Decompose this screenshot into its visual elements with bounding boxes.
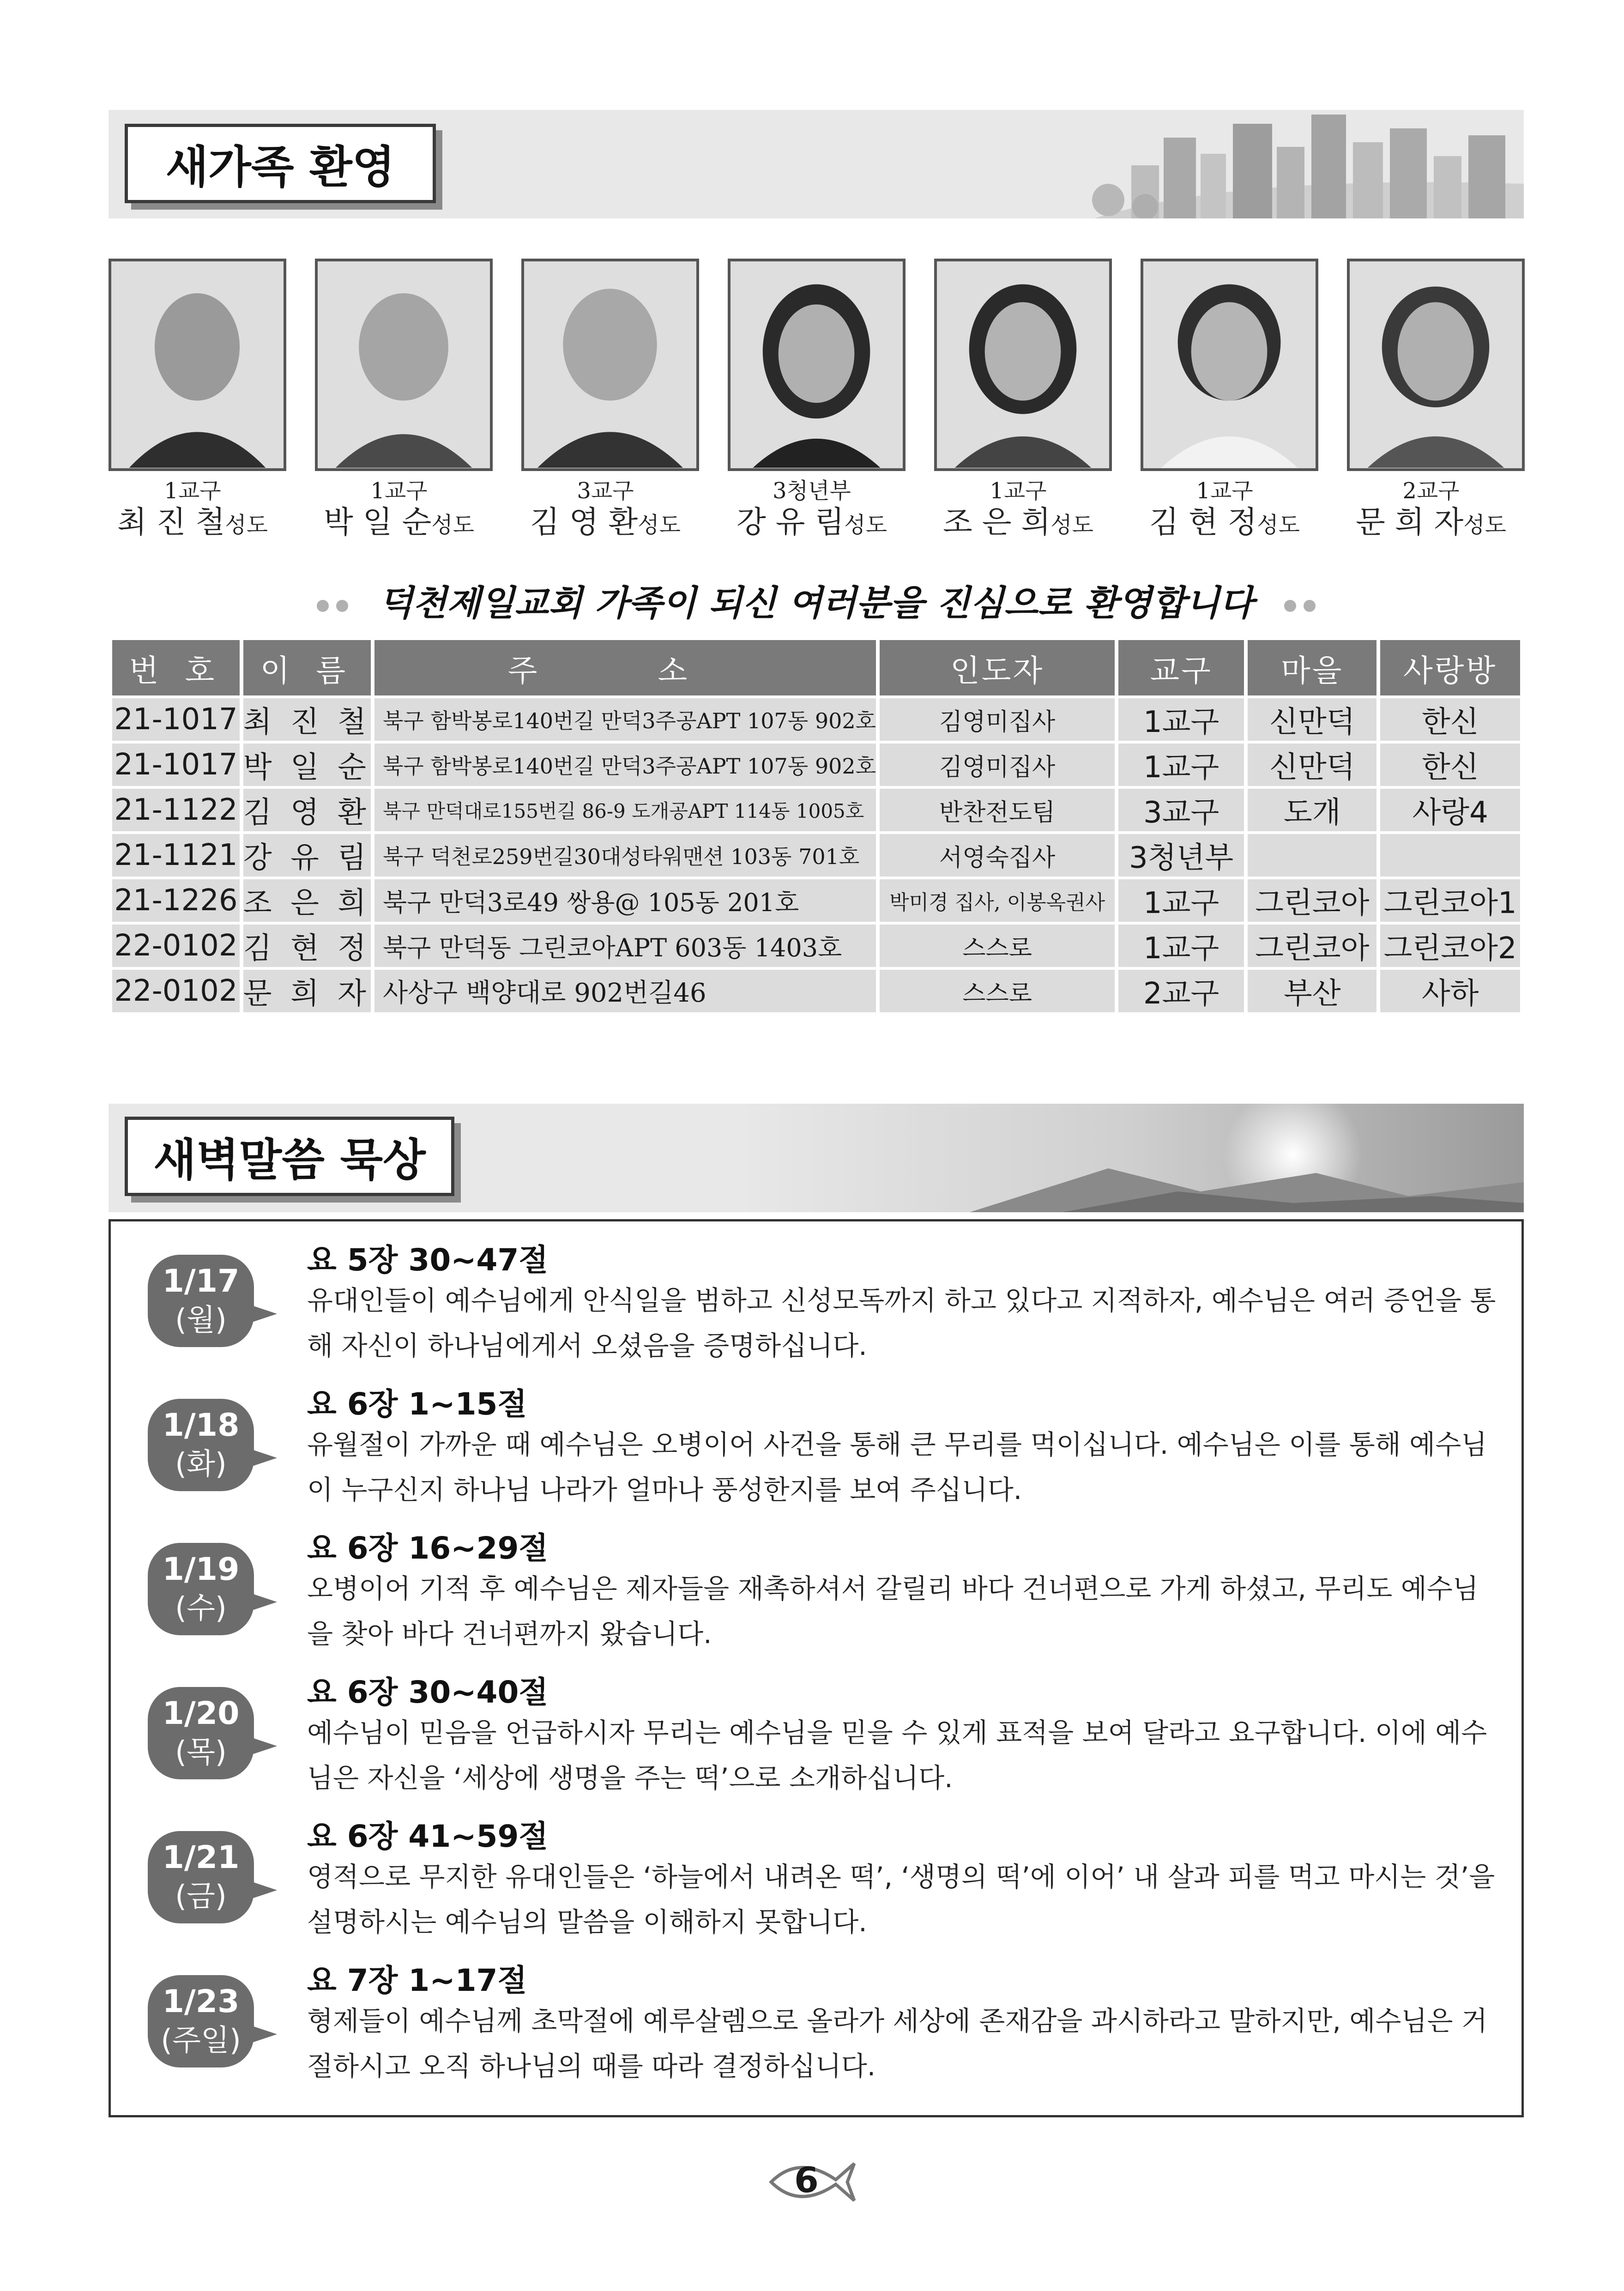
table-row (112, 970, 1520, 1012)
meditation-text: 유대인들이 예수님에게 안식일을 범하고 신성모독까지 하고 있다고 지적하자, 예수님은 여러 증언을 통해 자신이 하나님에게서 오셨음을 증명하십니다. (307, 1285, 1496, 1361)
cell-group: 사랑4 (1380, 789, 1520, 831)
date-badge (148, 1255, 254, 1347)
day-text: (주일) (161, 2024, 241, 2058)
member-title: 성도 (1050, 512, 1093, 538)
header-name: 이 름 (243, 640, 371, 695)
cell-name: 강 유 림 (243, 834, 371, 877)
welcome-title-text: 새가족 환영 (165, 141, 395, 193)
cell-district: 1교구 (1118, 879, 1244, 922)
member-photo (109, 259, 286, 471)
cell-address: 북구 함박봉로140번길 만덕3주공APT 107동 902호 (374, 744, 876, 786)
scripture-reference: 요 7장 1~17절 (307, 1963, 527, 1998)
date-badge (148, 1975, 254, 2067)
member-caption (91, 478, 294, 544)
member-title: 성도 (638, 512, 681, 538)
date-text: 1/19 (162, 1551, 240, 1588)
cell-guide: 서영숙집사 (880, 834, 1115, 877)
member-photo (1141, 259, 1318, 471)
cell-district: 3교구 (1118, 789, 1244, 831)
member-caption (710, 478, 913, 544)
member-name: 최 진 철 (117, 504, 225, 540)
date-text: 1/17 (162, 1263, 240, 1300)
header-guide: 인도자 (880, 640, 1115, 695)
meditation-text: 유월절이 가까운 때 예수님은 오병이어 사건을 통해 큰 무리를 먹이십니다. 예수님은 이를 통해 예수님이 누구신지 하나님 나라가 얼마나 풍성한지를 보여 주십니다. (307, 1429, 1487, 1505)
member-name: 김 영 환 (530, 504, 638, 540)
page-number (767, 2152, 859, 2212)
cell-village: 신만덕 (1248, 744, 1376, 786)
date-badge (148, 1543, 254, 1635)
meditation-text: 영적으로 무지한 유대인들은 ‘하늘에서 내려온 떡’, ‘생명의 떡’에 이어’ 내 살과 피를 먹고 마시는 것’을 설명하시는 예수님의 말씀을 이해하지 못합니다. (307, 1861, 1495, 1938)
meditation-entry (111, 1235, 1524, 1379)
date-text: 1/23 (162, 1983, 240, 2020)
cell-address: 북구 만덕대로155번길 86-9 도개공APT 114동 1005호 (374, 789, 876, 831)
table-row (112, 744, 1520, 786)
welcome-message (109, 575, 1524, 625)
member-caption (504, 478, 707, 544)
member-photo (728, 259, 906, 471)
date-badge (148, 1399, 254, 1491)
header-address: 주 소 (374, 640, 876, 695)
decor-dot (317, 600, 329, 612)
member-group: 1교구 (164, 478, 221, 504)
date-text: 1/20 (162, 1695, 240, 1732)
cell-guide: 스스로 (880, 970, 1115, 1012)
member-name: 문 희 자 (1356, 504, 1464, 540)
badge-pointer (249, 2025, 277, 2043)
cell-address: 북구 덕천로259번길30대성타워맨션 103동 701호 (374, 834, 876, 877)
member-title: 성도 (431, 512, 474, 538)
day-text: (목) (175, 1735, 227, 1770)
cell-number: 22-0102 (112, 925, 240, 967)
scripture-reference: 요 6장 16~29절 (307, 1530, 549, 1566)
cell-name: 최 진 철 (243, 698, 371, 741)
member-title: 성도 (1463, 512, 1506, 538)
day-text: (월) (175, 1303, 227, 1337)
cell-guide: 김영미집사 (880, 744, 1115, 786)
cell-name: 박 일 순 (243, 744, 371, 786)
decor-dot (336, 600, 348, 612)
date-text: 1/21 (162, 1839, 240, 1876)
cell-address: 사상구 백양대로 902번길46 (374, 970, 876, 1012)
meditation-entry (111, 1812, 1524, 1956)
day-text: (화) (175, 1447, 227, 1481)
day-text: (수) (175, 1591, 227, 1626)
city-illustration (1039, 110, 1524, 218)
cell-number: 22-0102 (112, 970, 240, 1012)
meditation-entry (111, 1523, 1524, 1668)
table-row (112, 834, 1520, 877)
cell-group (1380, 834, 1520, 877)
cell-guide: 반찬전도팀 (880, 789, 1115, 831)
header-village: 마을 (1248, 640, 1376, 695)
member-name: 조 은 희 (943, 504, 1051, 540)
welcome-message-text: 덕천제일교회 가족이 되신 여러분을 진심으로 환영합니다 (379, 582, 1254, 623)
meditation-entry (111, 1668, 1524, 1812)
cell-number: 21-1121 (112, 834, 240, 877)
member-title: 성도 (225, 512, 268, 538)
member-photo (315, 259, 493, 471)
member-photo (934, 259, 1112, 471)
scripture-reference: 요 6장 1~15절 (307, 1386, 527, 1422)
table-row (112, 789, 1520, 831)
member-caption (297, 478, 501, 544)
cell-address: 북구 만덕동 그린코아APT 603동 1403호 (374, 925, 876, 967)
cell-address: 북구 함박봉로140번길 만덕3주공APT 107동 902호 (374, 698, 876, 741)
member-title: 성도 (1257, 512, 1300, 538)
table-header-row (112, 640, 1520, 695)
welcome-section-title (125, 124, 436, 203)
member-caption (1123, 478, 1326, 544)
page-number-text: 6 (794, 2159, 819, 2200)
member-photo (521, 259, 699, 471)
member-photo (1347, 259, 1525, 471)
member-group: 3교구 (577, 478, 634, 504)
cell-number: 21-1122 (112, 789, 240, 831)
cell-group: 그린코아2 (1380, 925, 1520, 967)
table-row (112, 879, 1520, 922)
member-group: 1교구 (990, 478, 1047, 504)
meditation-text: 예수님이 믿음을 언급하시자 무리는 예수님을 믿을 수 있게 표적을 보여 달라고 요구합니다. 이에 예수님은 자신을 ‘세상에 생명을 주는 떡’으로 소개하십니다. (307, 1717, 1487, 1794)
date-badge (148, 1687, 254, 1779)
badge-pointer (249, 1881, 277, 1899)
meditation-box (109, 1219, 1524, 2117)
member-name: 박 일 순 (324, 504, 432, 540)
badge-pointer (249, 1737, 277, 1755)
cell-guide: 김영미집사 (880, 698, 1115, 741)
cell-name: 김 영 환 (243, 789, 371, 831)
cell-district: 1교구 (1118, 925, 1244, 967)
cell-district: 1교구 (1118, 744, 1244, 786)
cell-group: 한신 (1380, 744, 1520, 786)
member-title: 성도 (844, 512, 887, 538)
meditation-text: 오병이어 기적 후 예수님은 제자들을 재촉하셔서 갈릴리 바다 건너편으로 가게 하셨고, 무리도 예수님을 찾아 바다 건너편까지 왔습니다. (307, 1573, 1479, 1650)
header-number: 번 호 (112, 640, 240, 695)
meditation-entry (111, 1379, 1524, 1523)
member-group: 1교구 (1196, 478, 1253, 504)
member-caption (917, 478, 1120, 544)
scripture-reference: 요 5장 30~47절 (307, 1242, 549, 1278)
cell-group: 사하 (1380, 970, 1520, 1012)
cell-village: 신만덕 (1248, 698, 1376, 741)
table-row (112, 925, 1520, 967)
decor-dot (1304, 600, 1316, 612)
cell-village: 부산 (1248, 970, 1376, 1012)
meditation-text: 형제들이 예수님께 초막절에 예루살렘으로 올라가 세상에 존재감을 과시하라고 말하지만, 예수님은 거절하시고 오직 하나님의 때를 따라 결정하십니다. (307, 2005, 1487, 2082)
new-member-table (109, 637, 1524, 1015)
meditation-entry (111, 1956, 1524, 2100)
badge-pointer (249, 1593, 277, 1611)
cell-group: 한신 (1380, 698, 1520, 741)
cell-number: 21-1017 (112, 744, 240, 786)
cell-name: 조 은 희 (243, 879, 371, 922)
cell-district: 2교구 (1118, 970, 1244, 1012)
cell-district: 1교구 (1118, 698, 1244, 741)
cell-number: 21-1017 (112, 698, 240, 741)
cell-village: 도개 (1248, 789, 1376, 831)
cell-village (1248, 834, 1376, 877)
cell-number: 21-1226 (112, 879, 240, 922)
scripture-reference: 요 6장 41~59절 (307, 1819, 549, 1854)
member-name: 강 유 림 (737, 504, 845, 540)
cell-group: 그린코아1 (1380, 879, 1520, 922)
cell-guide: 박미경 집사, 이봉옥권사 (880, 879, 1115, 922)
member-name: 김 현 정 (1149, 504, 1257, 540)
meditation-section-title (125, 1117, 454, 1196)
member-group: 1교구 (370, 478, 428, 504)
cell-address: 북구 만덕3로49 쌍용@ 105동 201호 (374, 879, 876, 922)
header-district: 교구 (1118, 640, 1244, 695)
badge-pointer (249, 1305, 277, 1323)
member-group: 2교구 (1402, 478, 1460, 504)
meditation-title-text: 새벽말씀 묵상 (153, 1134, 426, 1186)
header-group: 사랑방 (1380, 640, 1520, 695)
member-caption (1329, 478, 1533, 544)
scripture-reference: 요 6장 30~40절 (307, 1674, 549, 1710)
badge-pointer (249, 1449, 277, 1467)
decor-dot (1284, 600, 1296, 612)
date-badge (148, 1831, 254, 1923)
cell-name: 김 현 정 (243, 925, 371, 967)
cell-village: 그린코아 (1248, 879, 1376, 922)
table-row (112, 698, 1520, 741)
day-text: (금) (175, 1880, 227, 1914)
cell-guide: 스스로 (880, 925, 1115, 967)
sunrise-illustration (739, 1104, 1524, 1212)
date-text: 1/18 (162, 1407, 240, 1444)
cell-district: 3청년부 (1118, 834, 1244, 877)
member-photos (109, 259, 1524, 476)
cell-village: 그린코아 (1248, 925, 1376, 967)
cell-name: 문 희 자 (243, 970, 371, 1012)
member-group: 3청년부 (773, 478, 851, 504)
